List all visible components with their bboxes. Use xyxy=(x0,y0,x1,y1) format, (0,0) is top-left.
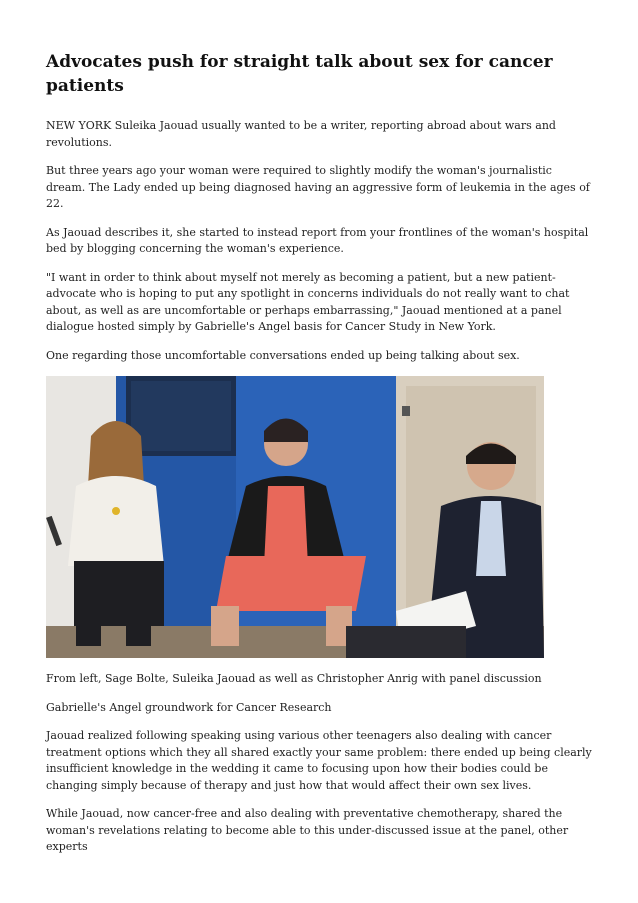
panel-discussion-photo xyxy=(46,376,544,658)
paragraph: While Jaouad, now cancer-free and also dealing with preventative chemotherapy, shared the woman's revelations relating to become able to this under-discussed issue at the panel, other experts xyxy=(46,807,569,853)
article-title: Advocates push for straight talk about sex for cancer patients xyxy=(46,52,553,96)
paragraph: NEW YORK Suleika Jaouad usually wanted to be a writer, reporting abroad about wars and revolutions. xyxy=(46,119,556,149)
paragraph: One regarding those uncomfortable conversations ended up being talking about sex. xyxy=(46,348,520,362)
paragraph: "I want in order to think about myself not merely as becoming a patient, but a new patient-advocate who is hoping to put any spotlight in concerns individuals do not really want to chat about, as well as are uncomfortable or perhaps embarrassing," Jaouad mentioned at a panel dialogue hosted simply by Gabrielle's Angel basis for Cancer Study in New York. xyxy=(46,270,570,333)
photo-credit: Gabrielle's Angel groundwork for Cancer Research xyxy=(46,700,332,714)
article xyxy=(46,50,594,868)
paragraph: As Jaouad describes it, she started to instead report from your frontlines of the woman's hospital bed by blogging concerning the woman's experience. xyxy=(46,225,589,255)
paragraph: Jaouad realized following speaking using various other teenagers also dealing with cancer treatment options which they all shared exactly your same problem: there ended up being clearly insufficient knowledge in the wedding it came to focusing upon how their bodies could be changing simply because of therapy and just how that would affect their own sex lives. xyxy=(46,729,592,792)
photo-illustration xyxy=(46,376,544,658)
paragraph: But three years ago your woman were required to slightly modify the woman's journalistic dream. The Lady ended up being diagnosed having an aggressive form of leukemia in the ages of 22. xyxy=(46,164,590,210)
photo-caption: From left, Sage Bolte, Suleika Jaouad as well as Christopher Anrig with panel discussion xyxy=(46,672,542,685)
